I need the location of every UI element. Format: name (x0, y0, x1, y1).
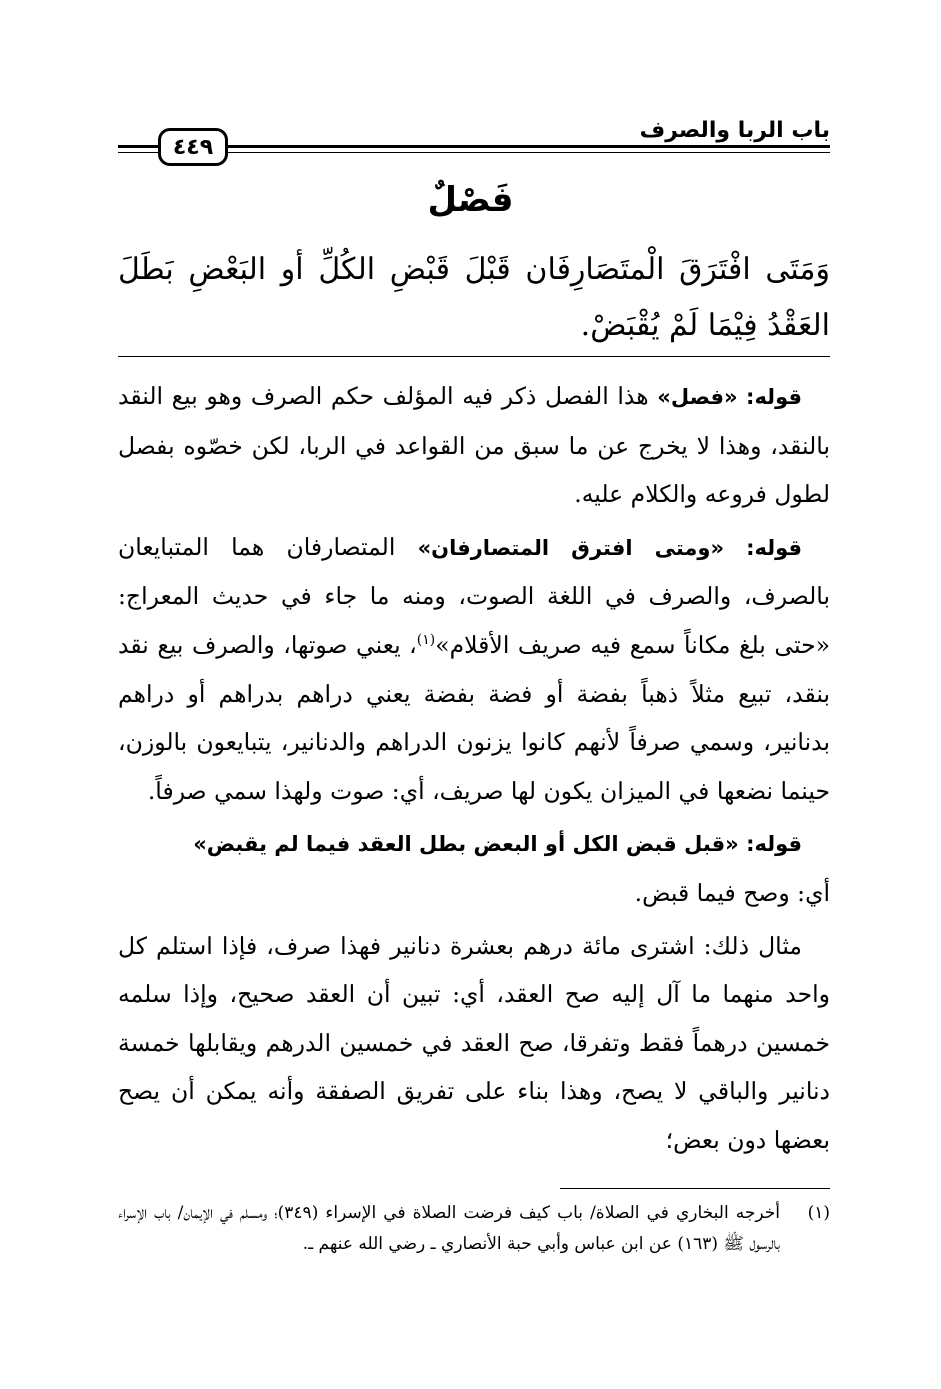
paragraph-1 (118, 372, 830, 519)
matn-divider (118, 356, 830, 357)
commentary-body (118, 372, 830, 1165)
header-rule-bottom (118, 152, 158, 153)
paragraph-1-lead: قوله: «فصل» (657, 385, 802, 409)
paragraph-2 (118, 523, 830, 816)
footnote-1 (118, 1198, 830, 1260)
page-number: ٤٤٩ (158, 128, 228, 166)
paragraph-2-text-b: ، يعني صوتها، والصرف بيع نقد بنقد، تبيع مثلاً ذهباً بفضة أو فضة بفضة يعني دراهم بدراهم أو دراهم بدنانير، وسمي صرفاً لأنهم كانوا يزنون الدراهم والدنانير، يتبايعون بالوزن، حينما نضعها في الميزان يكون لها صريف، أي: صوت ولهذا سمي صرفاً. (118, 630, 830, 805)
paragraph-2-text-a: المتصارفان هما المتبايعان بالصرف، والصرف في اللغة الصوت، ومنه ما جاء في حديث المعراج: «حتى بلغ مكاناً سمع فيه صريف الأقلام» (118, 532, 830, 659)
header-rule-bottom-right (228, 152, 830, 153)
paragraph-3-lead-line (118, 819, 830, 869)
paragraph-4: مثال ذلك: اشترى مائة درهم بعشرة دنانير فهذا صرف، فإذا استلم كل واحد منهما ما آل إليه صح العقد، أي: تبين أن العقد صحيح، وإذا سلمه خمسين درهماً فقط وتفرقا، صح العقد في خمسين الدرهم ويقابلها خمسة دنانير والباقي لا يصح، وهذا بناء على تفريق الصفقة وأنه يمكن أن يصح بعضها دون بعض؛ (118, 931, 830, 1154)
footnote-divider (560, 1188, 830, 1189)
header-rule-top-right (228, 145, 830, 148)
header-rule-top (118, 145, 158, 148)
paragraph-3-lead: قوله: «قبل قبض الكل أو البعض بطل العقد فيما لم يقبض» (193, 832, 802, 857)
section-heading: فَصْلٌ (427, 180, 514, 220)
matn-text: وَمَتَى افْتَرَقَ الْمتَصَارِفَان قَبْلَ قَبْضِ الكُلِّ أو البَعْضِ بَطَلَ العَقْدُ فِيْمَا لَمْ يُقْبَضْ. (118, 252, 830, 343)
running-header (118, 118, 830, 174)
paragraph-3: أي: وصح فيما قبض. (634, 878, 830, 907)
chapter-title: باب الربا والصرف (639, 118, 830, 143)
paragraph-1-text: هذا الفصل ذكر فيه المؤلف حكم الصرف وهو بيع النقد بالنقد، وهذا لا يخرج عن ما سبق من القواعد في الربا، لكن خصّوه بفصل لطول فروعه والكلام عليه. (118, 382, 830, 509)
footnote-1-number: (١) (807, 1203, 830, 1223)
footnote-1-text: أخرجه البخاري في الصلاة/ باب كيف فرضت الصلاة في الإسراء (٣٤٩)؛ ومسلم في الإيمان/ باب الإسراء بالرسول ﷺ (١٦٣) عن ابن عباس وأبي حبة الأنصاري ـ رضي الله عنهم ـ. (118, 1203, 780, 1254)
footnote-ref-1[interactable]: (١) (416, 632, 436, 649)
paragraph-2-lead: قوله: «ومتى افترق المتصارفان» (417, 535, 802, 560)
